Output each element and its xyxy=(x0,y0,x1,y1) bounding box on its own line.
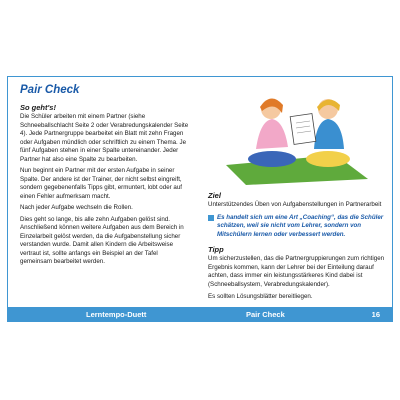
page-title: Pair Check xyxy=(20,84,80,96)
child-left-shirt xyxy=(256,119,288,149)
page-number: 16 xyxy=(371,309,380,319)
callout-box xyxy=(208,214,386,240)
intro-paragraph: Nach jeder Aufgabe wechseln die Rollen. xyxy=(20,204,133,211)
tip-paragraph: Es sollten Lösungsblätter bereitliegen. xyxy=(208,293,313,300)
goal-heading: Ziel xyxy=(208,191,221,200)
footer-series-title: Lerntempo-Duett xyxy=(86,309,147,319)
intro-heading: So geht's! xyxy=(20,103,56,112)
square-bullet-icon xyxy=(208,215,214,221)
intro-paragraph: Nun beginnt ein Partner mit der ersten Aufgabe in seiner Spalte. Der andere ist der Trainer, der nicht selbst eingreift, sondern gegebenenfalls Tipps gibt, ermuntert, lobt oder auf einen Fehler aufmerksam macht. xyxy=(20,167,183,200)
children-illustration xyxy=(216,87,374,187)
document-page xyxy=(7,76,393,322)
page-footer xyxy=(8,307,392,321)
goal-text: Unterstützendes Üben von Aufgabenstellungen in Partnerarbeit xyxy=(208,201,382,208)
worksheet-paper xyxy=(290,114,316,145)
intro-paragraph: Die Schüler arbeiten mit einem Partner (siehe Schneeballschlacht Seite 2 oder Verabredungskalender Seite 4). Jede Partnergruppe bearbeitet ein Blatt mit zehn Fragen oder Aufgaben mündlich oder schriftlich zu einem Thema. Je fünf Aufgaben stehen in einer Spalte untereinander. Jeder Partner hat also eine Spalte zu bearbeiten. xyxy=(20,113,189,163)
footer-section-title: Pair Check xyxy=(246,309,285,319)
intro-paragraph: Dies geht so lange, bis alle zehn Aufgaben gelöst sind. Anschließend können weitere Aufgaben aus dem Bereich in Einzelarbeit gelöst werden, da die Aufgabenstellung sicher verstanden wurde. Damit allen Kindern die Arbeitsweise vertraut ist, sollte anfangs ein Beispiel an der Tafel gemeinsam bearbeitet werden. xyxy=(20,215,184,265)
tip-heading: Tipp xyxy=(208,245,224,254)
details-section xyxy=(208,191,386,306)
child-right-legs xyxy=(306,151,350,167)
child-right-shirt xyxy=(314,119,344,149)
intro-section xyxy=(20,103,190,270)
tip-paragraph: Um sicherzustellen, das die Partnergruppierungen zum richtigen Ergebnis kommen, kann der Lehrer bei der Einteilung darauf achten, dass immer ein leistungsstärkeres Kind dabei ist (Schneeballsystem, Verabredungskalender). xyxy=(208,255,385,288)
callout-text: Es handelt sich um eine Art „Coaching“, das die Schüler schätzen, weil sie nicht vom Lehrer, sondern von Mitschülern lernen oder verbessert werden. xyxy=(217,213,384,238)
child-left-legs xyxy=(248,151,296,167)
